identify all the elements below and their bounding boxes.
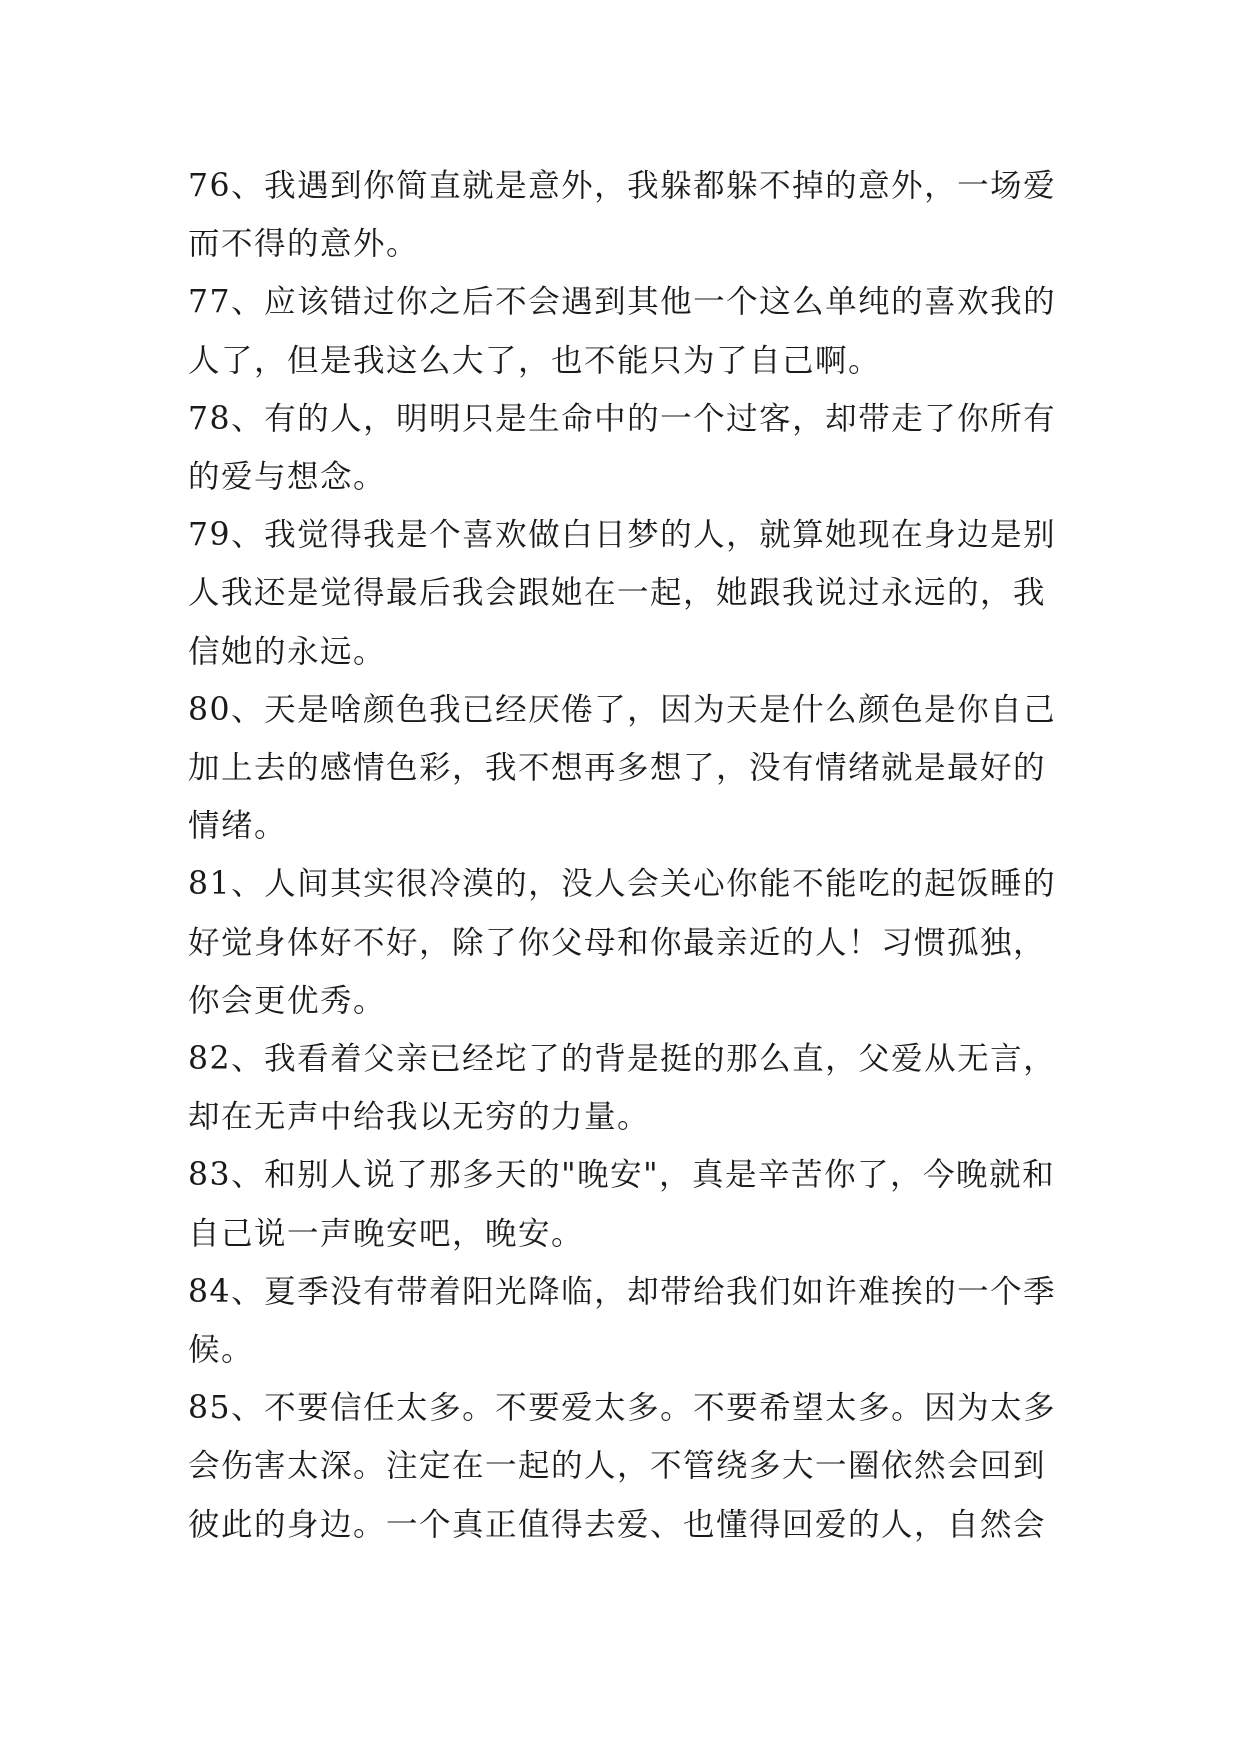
paragraph-85: 85、不要信任太多。不要爱太多。不要希望太多。因为太多 会伤害太深。注定在一起的人，不管绕多大一圈依然会回到 彼此的身边。一个真正值得去爱、也懂得回爱的人，自然会 <box>188 1390 1057 1543</box>
paragraph-82: 82、我看着父亲已经坨了的背是挺的那么直，父爱从无言， 却在无声中给我以无穷的力量。 <box>188 1041 1057 1136</box>
paragraph-81: 81、人间其实很冷漠的，没人会关心你能不能吃的起饭睡的 好觉身体好不好，除了你父母和你最亲近的人！习惯孤独， 你会更优秀。 <box>188 866 1057 1019</box>
paragraph-83: 83、和别人说了那多天的"晚安"，真是辛苦你了，今晚就和 自己说一声晚安吧，晚安。 <box>188 1157 1056 1252</box>
paragraph-76: 76、我遇到你简直就是意外，我躲都躲不掉的意外，一场爱 而不得的意外。 <box>188 168 1057 263</box>
paragraph-78: 78、有的人，明明只是生命中的一个过客，却带走了你所有 的爱与想念。 <box>188 400 1057 496</box>
document-body <box>188 157 1068 1554</box>
paragraph-84: 84、夏季没有带着阳光降临，却带给我们如许难挨的一个季 候。 <box>188 1273 1057 1369</box>
paragraph-79: 79、我觉得我是个喜欢做白日梦的人，就算她现在身边是别 人我还是觉得最后我会跟她在一起，她跟我说过永远的，我 信她的永远。 <box>188 517 1057 670</box>
paragraph-80: 80、天是啥颜色我已经厌倦了，因为天是什么颜色是你自己 加上去的感情色彩，我不想再多想了，没有情绪就是最好的 情绪。 <box>188 691 1057 845</box>
paragraph-77: 77、应该错过你之后不会遇到其他一个这么单纯的喜欢我的 人了，但是我这么大了，也不能只为了自己啊。 <box>188 284 1057 379</box>
